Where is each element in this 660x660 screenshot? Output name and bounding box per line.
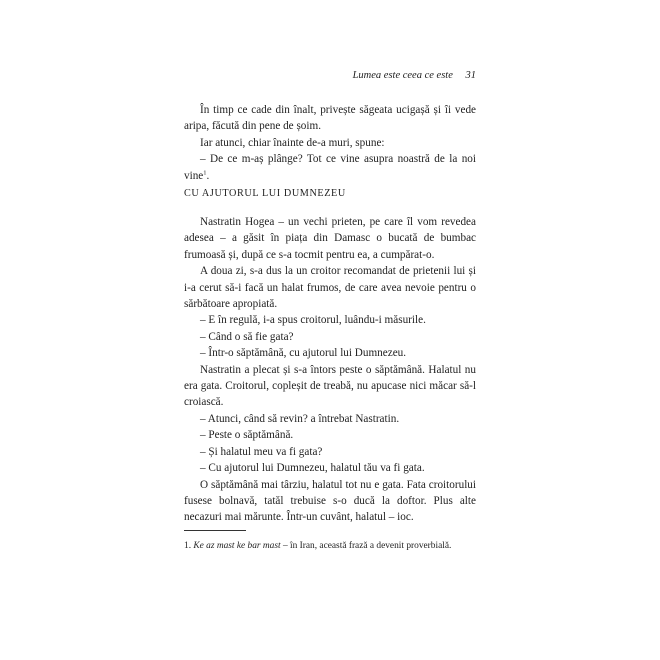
section-paragraph: – Și halatul meu va fi gata?: [200, 445, 323, 458]
section-paragraph: Nastratin Hogea – un vechi prieten, pe care îl vom revedea adesea – a găsit în piața din Damasc o bucată de bumbac frumoasă și, după ce s-a tocmit pentru ea, a cumpărat-o.: [184, 216, 476, 261]
footnote-marker: 1.: [184, 541, 192, 551]
section-title: CU AJUTORUL LUI DUMNEZEU: [184, 188, 346, 199]
intro-paragraph-3-text: – De ce m-aș plânge? Tot ce vine asupra noastră de la noi vine: [184, 153, 476, 182]
intro-text: [184, 102, 476, 184]
intro-paragraph-3-end: .: [206, 169, 210, 182]
book-page: [184, 68, 476, 551]
section-paragraph: – Când o să fie gata?: [200, 330, 294, 343]
intro-paragraph-3: [184, 151, 476, 184]
section-paragraph: – Atunci, când să revin? a întrebat Nastratin.: [200, 412, 400, 425]
section-body: [184, 214, 476, 526]
section-paragraph: – Peste o săptămână.: [200, 429, 294, 442]
intro-paragraph-1: În timp ce cade din înalt, privește săgeata ucigașă și îi vede aripa, făcută din pene de șoim.: [184, 104, 476, 133]
intro-paragraph-2: Iar atunci, chiar înainte de-a muri, spune:: [200, 136, 385, 149]
section-paragraph: – E în regulă, i-a spus croitorul, luându-i măsurile.: [200, 314, 426, 327]
footnote-text: – în Iran, această frază a devenit proverbială.: [280, 541, 452, 551]
section-paragraph: – Cu ajutorul lui Dumnezeu, halatul tău va fi gata.: [200, 462, 425, 475]
section-paragraph: A doua zi, s-a dus la un croitor recomandat de prietenii lui și i-a cerut să-i facă un halat frumos, de care avea nevoie pentru o sărbătoare apropiată.: [184, 265, 476, 311]
footnote-divider: [184, 530, 246, 531]
section-paragraph: O săptămână mai târziu, halatul tot nu e gata. Fata croitorului fusese bolnavă, tatăl trebuise s-o ducă la doftor. Plus alte necazuri mai mărunte. Într-un cuvânt, halatul – ioc.: [184, 478, 476, 524]
section-paragraph: Nastratin a plecat și s-a întors peste o săptămână. Halatul nu era gata. Croitorul, copleșit de treabă, nu apucase nici măcar să-l croiască.: [184, 363, 476, 409]
running-title: Lumea este ceea ce este: [352, 70, 453, 81]
section-paragraph: – Într-o săptămână, cu ajutorul lui Dumnezeu.: [200, 347, 407, 360]
footnote-reference[interactable]: 1: [203, 168, 207, 176]
footnote-quote: Ke az mast ke bar mast: [193, 541, 281, 551]
page-number: 31: [465, 70, 476, 81]
footnote: [184, 540, 476, 553]
running-head: [184, 68, 476, 84]
